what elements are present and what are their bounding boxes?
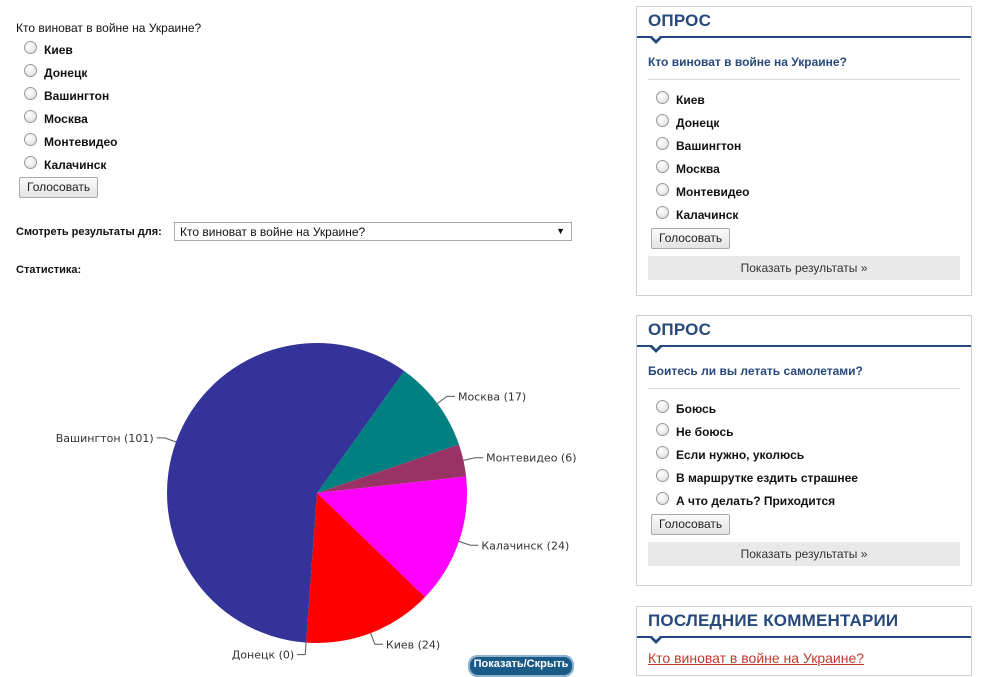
view-results-label: Смотреть результаты для: (16, 226, 162, 238)
radio-button[interactable] (656, 400, 669, 413)
radio-button[interactable] (24, 156, 37, 169)
sidebar (636, 0, 972, 667)
comments-widget (636, 606, 972, 676)
widget-heading: ОПРОС (637, 7, 971, 38)
comment-link[interactable]: Кто виноват в войне на Украине? (648, 650, 865, 666)
slice-label: Калачинск (24) (481, 539, 570, 553)
vote-button[interactable]: Голосовать (19, 177, 98, 198)
label-leader-line (297, 643, 306, 655)
poll-option[interactable]: Если нужно, уколюсь (656, 443, 971, 466)
poll-question: Кто виноват в войне на Украине? (16, 21, 202, 35)
poll-widget-1 (636, 6, 972, 296)
widget-options (656, 397, 971, 512)
poll-option[interactable]: Не боюсь (656, 420, 971, 443)
widget-heading: ОПРОС (637, 316, 971, 347)
poll-option[interactable]: Вашингтон (656, 134, 971, 157)
poll-option[interactable]: Москва (656, 157, 971, 180)
poll-option[interactable]: Донецк (24, 61, 118, 84)
slice-label: Вашингтон (101) (55, 431, 154, 445)
radio-button[interactable] (24, 133, 37, 146)
results-poll-select[interactable] (174, 222, 572, 241)
show-results-button[interactable]: Показать результаты » (648, 542, 960, 566)
label-leader-line (463, 458, 483, 461)
heading-notch-icon (649, 637, 663, 644)
heading-notch-icon (649, 37, 663, 44)
label-leader-line (437, 396, 455, 403)
radio-button[interactable] (656, 423, 669, 436)
radio-button[interactable] (656, 492, 669, 505)
slice-label: Монтевидео (6) (486, 451, 577, 465)
show-hide-button[interactable]: Показать/Скрыть (468, 655, 574, 677)
widget-options (656, 88, 971, 226)
radio-button[interactable] (656, 137, 669, 150)
results-pie-chart (0, 300, 620, 667)
poll-option[interactable]: Монтевидео (24, 130, 118, 153)
radio-button[interactable] (656, 114, 669, 127)
radio-button[interactable] (656, 446, 669, 459)
poll-widget-2 (636, 315, 972, 586)
widget-heading: ПОСЛЕДНИЕ КОММЕНТАРИИ (637, 607, 971, 638)
radio-button[interactable] (24, 64, 37, 77)
poll-option[interactable]: Киев (656, 88, 971, 111)
poll-option[interactable]: Калачинск (656, 203, 971, 226)
slice-label: Москва (17) (457, 390, 527, 404)
label-leader-line (157, 438, 176, 442)
label-leader-line (371, 633, 383, 644)
radio-button[interactable] (656, 183, 669, 196)
radio-button[interactable] (656, 160, 669, 173)
dropdown-arrow-icon[interactable]: ▼ (556, 226, 565, 236)
poll-option[interactable]: Калачинск (24, 153, 118, 176)
poll-option[interactable]: А что делать? Приходится (656, 489, 971, 512)
widget-question: Кто виноват в войне на Украине? (648, 55, 960, 80)
poll-option[interactable]: В маршрутке ездить страшнее (656, 466, 971, 489)
poll-option[interactable]: Киев (24, 38, 118, 61)
radio-button[interactable] (656, 469, 669, 482)
slice-label: Донецк (0) (231, 648, 295, 662)
widget-question: Боитесь ли вы летать самолетами? (648, 364, 960, 389)
poll-option[interactable]: Донецк (656, 111, 971, 134)
statistics-label: Статистика: (16, 264, 82, 276)
vote-button[interactable]: Голосовать (651, 514, 730, 535)
radio-button[interactable] (24, 110, 37, 123)
select-value: Кто виноват в войне на Украине? (180, 224, 366, 239)
radio-button[interactable] (24, 87, 37, 100)
radio-button[interactable] (656, 91, 669, 104)
radio-button[interactable] (24, 41, 37, 54)
heading-notch-icon (649, 346, 663, 353)
show-results-button[interactable]: Показать результаты » (648, 256, 960, 280)
poll-option[interactable]: Боюсь (656, 397, 971, 420)
poll-option[interactable]: Москва (24, 107, 118, 130)
poll-options (24, 38, 118, 176)
vote-button[interactable]: Голосовать (651, 228, 730, 249)
slice-label: Киев (24) (385, 638, 441, 652)
radio-button[interactable] (656, 206, 669, 219)
poll-option[interactable]: Вашингтон (24, 84, 118, 107)
label-leader-line (459, 541, 478, 545)
poll-option[interactable]: Монтевидео (656, 180, 971, 203)
